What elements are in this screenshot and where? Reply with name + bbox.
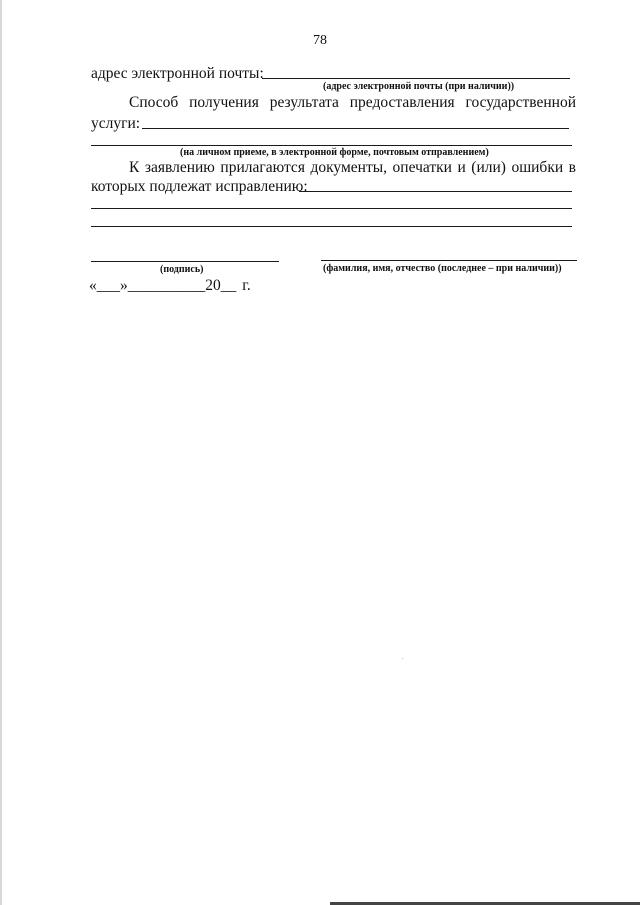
attachments-word: в: [568, 159, 576, 176]
email-label: адрес электронной почты:: [91, 65, 264, 82]
date-close-quote: »: [120, 277, 128, 294]
result-method-word: результата: [269, 94, 339, 111]
attachments-fill-line-3[interactable]: [91, 226, 572, 227]
date-row: [89, 278, 251, 294]
result-method-word: получения: [189, 94, 259, 111]
date-open-quote: «: [89, 277, 97, 294]
attachments-fill-line-1[interactable]: [299, 191, 572, 192]
full-name-caption: (фамилия, имя, отчество (последнее – при наличии)): [323, 263, 562, 274]
email-fill-line[interactable]: [262, 78, 570, 79]
attachments-word: заявлению: [144, 159, 215, 176]
attachments-word: прилагаются: [220, 159, 305, 176]
attachments-fill-line-2[interactable]: [91, 208, 572, 209]
scan-left-edge: [0, 0, 2, 905]
result-method-fill-line-2[interactable]: [91, 145, 572, 146]
date-year-prefix: 20: [205, 277, 221, 294]
result-method-line1: [129, 95, 576, 111]
attachments-word: и: [457, 159, 466, 176]
result-method-word: предоставления: [349, 94, 455, 111]
attachments-line1: [129, 160, 576, 176]
attachments-label: которых подлежат исправлению:: [91, 178, 308, 195]
scan-speck: [402, 658, 403, 659]
attachments-word: ошибки: [511, 159, 564, 176]
result-method-caption: (на личном приеме, в электронной форме, почтовым отправлением): [180, 147, 489, 158]
attachments-word: (или): [471, 159, 506, 176]
attachments-word: опечатки: [392, 159, 452, 176]
result-method-label: услуги:: [91, 115, 141, 132]
result-method-word: Способ: [129, 94, 179, 111]
signature-line[interactable]: [91, 261, 279, 262]
signature-caption: (подпись): [160, 264, 204, 275]
date-year-suffix: г.: [242, 277, 251, 294]
attachments-word: документы,: [310, 159, 388, 176]
result-method-word: государственной: [465, 94, 576, 111]
result-method-fill-line-1[interactable]: [142, 128, 569, 129]
email-caption: (адрес электронной почты (при наличии)): [323, 81, 515, 92]
attachments-word: К: [129, 159, 140, 176]
date-month-blank[interactable]: __________: [127, 277, 206, 294]
page-number: 78: [313, 33, 327, 48]
full-name-line[interactable]: [321, 260, 577, 261]
date-year-blank[interactable]: __: [220, 277, 237, 294]
date-day-blank[interactable]: ___: [96, 277, 120, 294]
